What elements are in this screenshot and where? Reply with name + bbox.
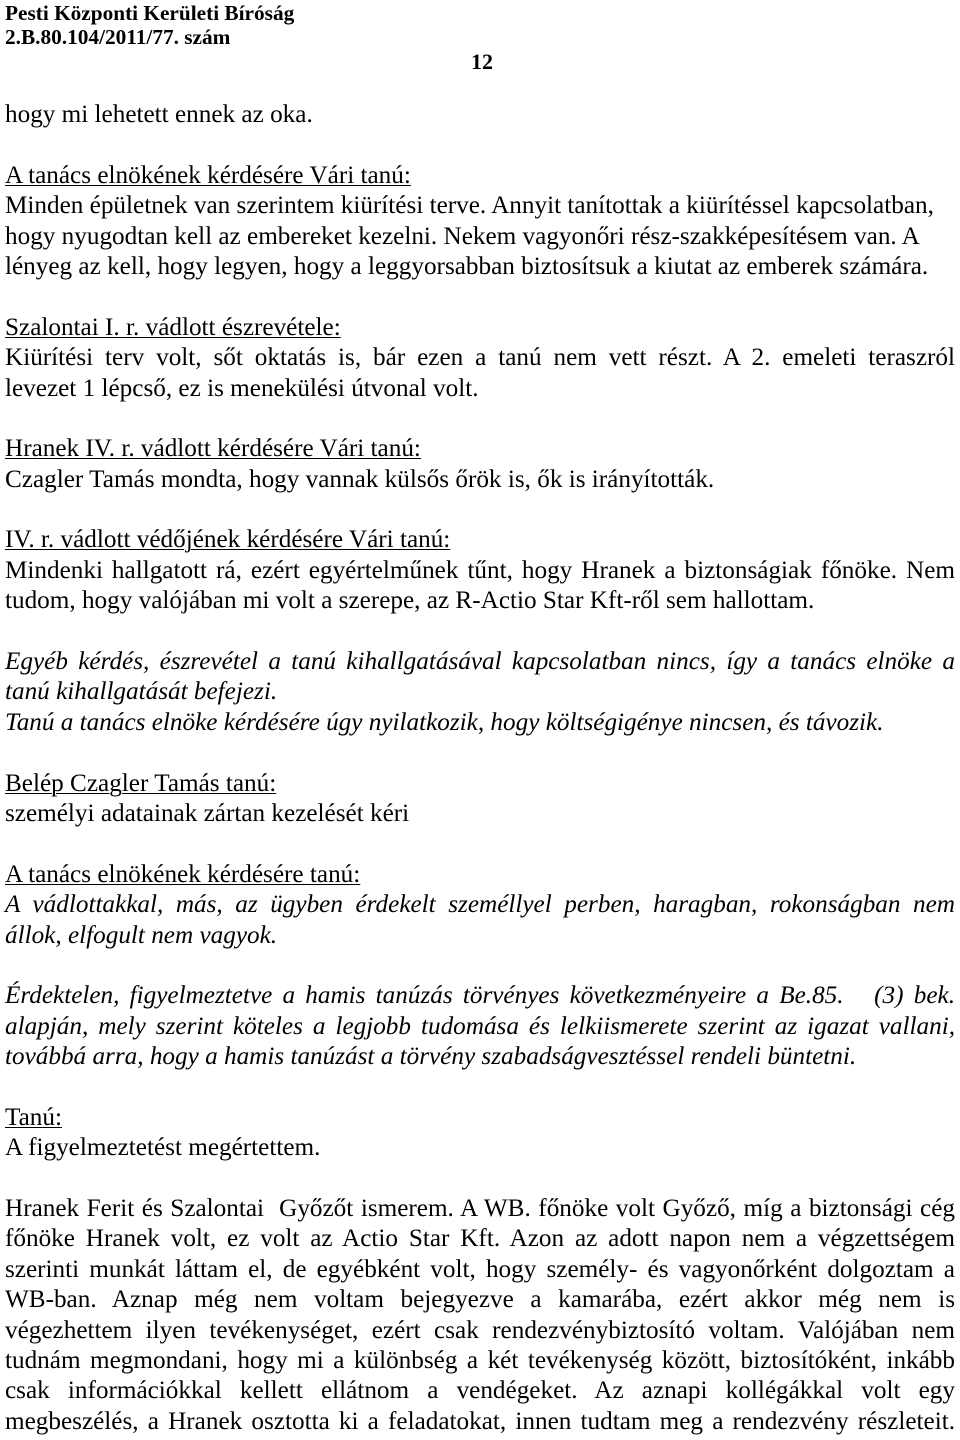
- text-line: Czagler Tamás mondta, hogy vannak külsős őrök is, ők is irányították.: [5, 465, 715, 493]
- testimony-section: [5, 860, 955, 951]
- text-line: Tanú a tanács elnöke kérdésére úgy nyilatkozik, hogy költségigénye nincsen, és távozik.: [5, 708, 884, 736]
- section-heading: [5, 313, 955, 343]
- text-line: A vádlottakkal, más, az ügyben érdekelt személlyel perben, haragban, rokonságban nem: [5, 891, 955, 919]
- document-body: [5, 100, 955, 1437]
- text-line: hogy nyugodtan kell az embereket kezelni. Nekem vagyonőri rész-szakképesítésem van. A: [5, 222, 920, 250]
- testimony-section: [5, 313, 955, 404]
- text-line: alapján, mely szerint köteles a legjobb tudomása és lelkiismerete szerint az igazat vallani,: [5, 1012, 955, 1040]
- text-line: megbeszélés, a Hranek osztotta ki a feladatokat, innen tudtam meg a rendezvény részleteit.: [5, 1407, 955, 1435]
- text-line: Egyéb kérdés, észrevétel a tanú kihallgatásával kapcsolatban nincs, így a tanács elnöke a: [5, 648, 955, 676]
- text-line: WB-ban. Aznap még nem voltam bejegyezve a kamarába, ezért akkor még nem is: [5, 1286, 955, 1314]
- page-header: [5, 1, 294, 49]
- text-line: Minden épületnek van szerintem kiürítési terve. Annyit tanítottak a kiürítéssel kapcsolatban,: [5, 192, 934, 220]
- section-heading-text: Hranek IV. r. vádlott kérdésére Vári tanú:: [5, 435, 421, 463]
- text-line: lényeg az kell, hogy legyen, hogy a leggyorsabban biztosítsuk a kiutat az emberek számára.: [5, 252, 929, 280]
- text-line: hogy mi lehetett ennek az oka.: [5, 101, 313, 128]
- section-heading: [5, 434, 955, 464]
- section-heading: [5, 860, 955, 890]
- paragraph: [5, 1194, 955, 1437]
- section-heading-text: Belép Czagler Tamás tanú:: [5, 769, 277, 797]
- case-number: 2.B.80.104/2011/77. szám: [5, 25, 231, 49]
- section-heading: [5, 1103, 955, 1133]
- section-heading-text: IV. r. vádlott védőjének kérdésére Vári tanú:: [5, 526, 451, 554]
- section-heading-text: A tanács elnökének kérdésére Vári tanú:: [5, 161, 411, 189]
- paragraph: [5, 100, 955, 130]
- text-line: Mindenki hallgatott rá, ezért egyértelműnek tűnt, hogy Hranek a biztonságiak főnöke. Nem: [5, 556, 955, 584]
- text-line: személyi adatainak zártan kezelését kéri: [5, 799, 410, 827]
- text-line: tanú kihallgatását befejezi.: [5, 678, 278, 706]
- section-heading: [5, 161, 955, 191]
- court-name: Pesti Központi Kerületi Bíróság: [5, 1, 295, 25]
- text-line: Érdektelen, figyelmeztetve a hamis tanúzás törvényes következményeire a Be.85. (3) bek.: [5, 982, 955, 1010]
- section-heading: [5, 769, 955, 799]
- testimony-section: [5, 161, 955, 283]
- text-line: tudnám megmondani, hogy mi a különbség a két tevékenység között, biztosítóként, inkább: [5, 1347, 955, 1375]
- text-line: állok, elfogult nem vagyok.: [5, 921, 278, 949]
- testimony-section: [5, 769, 955, 830]
- text-line: végezhettem ilyen tevékenységet, ezért csak rendezvénybiztosító voltam. Valójában nem: [5, 1316, 955, 1344]
- section-heading: [5, 525, 955, 555]
- text-line: levezet 1 lépcső, ez is menekülési útvonal volt.: [5, 374, 479, 402]
- page-number: 12: [471, 49, 493, 74]
- court-note: [5, 647, 955, 738]
- section-heading-text: A tanács elnökének kérdésére tanú:: [5, 860, 361, 888]
- text-line: Hranek Ferit és Szalontai Győzőt ismerem. A WB. főnöke volt Győző, míg a biztonsági cég: [5, 1195, 955, 1223]
- text-line: szerinti munkát láttam el, de egyébként volt, hogy személy- és vagyonőrként dolgoztam a: [5, 1255, 955, 1283]
- section-heading-text: Szalontai I. r. vádlott észrevétele:: [5, 313, 341, 341]
- text-line: A figyelmeztetést megértettem.: [5, 1134, 321, 1162]
- text-line: főnöke Hranek volt, ez volt az Actio Star Kft. Azon az adott napon nem a végzettségem: [5, 1225, 955, 1253]
- testimony-section: [5, 1103, 955, 1164]
- text-line: Kiürítési terv volt, sőt oktatás is, bár ezen a tanú nem vett részt. A 2. emeleti teraszról: [5, 344, 955, 372]
- court-note: [5, 981, 955, 1072]
- testimony-section: [5, 525, 955, 616]
- text-line: csak információkkal kellett ellátnom a vendégeket. Az aznapi kollégákkal volt egy: [5, 1377, 955, 1405]
- text-line: tudom, hogy valójában mi volt a szerepe, az R-Actio Star Kft-ről sem hallottam.: [5, 587, 815, 615]
- section-heading-text: Tanú:: [5, 1103, 62, 1131]
- text-line: továbbá arra, hogy a hamis tanúzást a törvény szabadságvesztéssel rendeli büntetni.: [5, 1043, 857, 1071]
- testimony-section: [5, 434, 955, 495]
